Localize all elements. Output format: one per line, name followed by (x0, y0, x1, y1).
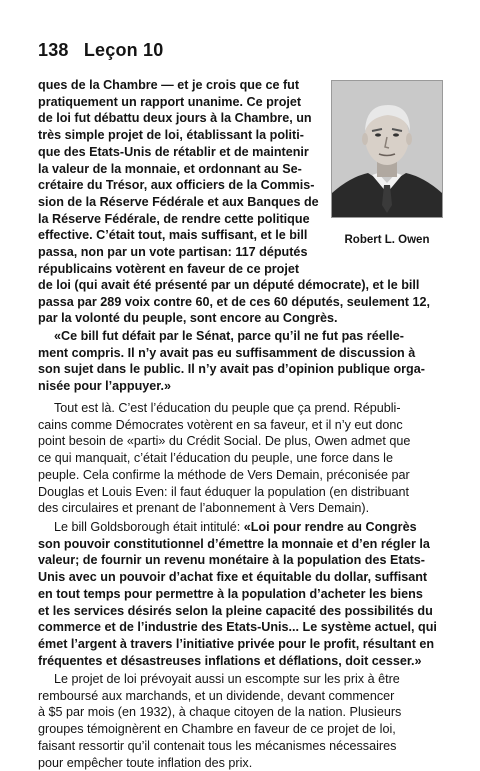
portrait-photo (331, 80, 443, 218)
text-line: crétaire du Trésor, aux officiers de la Commis- (38, 178, 315, 193)
text-line: que des Etats-Unis de rétablir et de maintenir (38, 144, 309, 159)
text-line: par la volonté du peuple, sont encore au Congrès. (38, 311, 338, 326)
text-line: fréquentes et désastreuses inflations et déflations, doit cesser.» (38, 653, 422, 668)
text-line: valeur; de fournir un revenu monétaire à la population des Etats- (38, 553, 425, 568)
text-line: remboursé aux marchands, et un dividende, devant commencer (38, 688, 395, 703)
text-line: en tout temps pour permettre à la population d’acheter les biens (38, 586, 423, 601)
text-line: des circulaires et prenant de l’abonnement à Vers Demain). (38, 501, 370, 516)
portrait-image (332, 81, 442, 217)
text-line: à $5 par mois (en 1932), à chaque citoyen de la nation. Plusieurs (38, 705, 402, 720)
intro-text: Le bill Goldsborough était intitulé: (54, 520, 244, 534)
text-line: émet l’argent à travers l’initiative privée pour le profit, résultant en (38, 636, 435, 651)
text-line: faisant ressortir qu’il contenait tous les mécanismes nécessaires (38, 738, 397, 753)
text-line: Douglas et Louis Even: il faut éduquer la population (en distribuant (38, 484, 410, 499)
text-line: groupes témoignèrent en Chambre en faveur de ce projet de loi, (38, 722, 396, 737)
paragraph-4 (38, 519, 440, 669)
text-line: de loi (qui avait été présenté par un député démocrate), et le bill (38, 278, 420, 292)
text-line: très simple projet de loi, établissant la politi- (38, 128, 304, 143)
text-line: «Ce bill fut défait par le Sénat, parce qu’il ne fut pas réelle- (54, 329, 404, 343)
text-line: nisée pour l’appuyer.» (38, 379, 171, 394)
paragraph-1-wrapped (38, 77, 320, 277)
paragraph-5 (38, 671, 440, 771)
photo-caption: Robert L. Owen (344, 234, 430, 246)
text-line: point besoin de «parti» du Crédit Social. De plus, Owen admet que (38, 434, 411, 449)
text-line: de loi fut débattu deux jours à la Chambre, un (38, 111, 312, 126)
text-line: Tout est là. C’est l’éducation du peuple que ça prend. Républi- (54, 401, 401, 415)
page-number: 138 (38, 40, 69, 60)
paragraph-1-continued (38, 277, 440, 327)
text-line: républicains votèrent en faveur de ce projet (38, 261, 300, 276)
text-line: son pouvoir constitutionnel d’émettre la monnaie et d’en régler la (38, 536, 430, 551)
page-header (38, 40, 163, 61)
paragraph-3 (38, 400, 440, 517)
text-line: passa, non par un vote partisan: 117 députés (38, 245, 308, 260)
text-line: Le projet de loi prévoyait aussi un escompte sur les prix à être (54, 672, 400, 686)
text-line: et les services désirés selon la pleine capacité des possibilités du (38, 603, 433, 618)
text-line: sion de la Réserve Fédérale et aux Banques de (38, 194, 319, 209)
text-line: Unis avec un pouvoir d’achat fixe et équitable du dollar, suffisant (38, 570, 428, 585)
text-line: ment compris. Il n’y avait pas eu suffisamment de discussion à (38, 345, 416, 360)
text-line: peuple. Cela confirme la méthode de Vers Demain, préconisée par (38, 467, 410, 482)
text-line: pour empêcher toute inflation des prix. (38, 755, 253, 770)
text-line (38, 519, 440, 536)
text-line: cains comme Démocrates votèrent en sa faveur, et il n’y eut donc (38, 417, 403, 432)
text-line: passa par 289 voix contre 60, et de ces 60 députés, seulement 12, (38, 294, 430, 309)
text-line: pratiquement un rapport unanime. Ce projet (38, 94, 302, 109)
text-line: ce qui manquait, c’était l’éducation du peuple, une force dans le (38, 451, 393, 466)
bill-title-quote-start: «Loi pour rendre au Congrès (243, 520, 417, 534)
text-line: la valeur de la monnaie, et ordonnant au Se- (38, 161, 302, 176)
text-line: son sujet dans le public. Il n’y avait pas d’opinion publique orga- (38, 362, 425, 377)
text-line: effective. C’était tout, mais suffisant, et le bill (38, 228, 308, 243)
text-line: la Réserve Fédérale, de rendre cette politique (38, 211, 310, 226)
paragraph-2-quote (38, 328, 440, 395)
text-line: commerce et de l’industrie des Etats-Unis... Le système actuel, qui (38, 620, 437, 635)
lesson-title: Leçon 10 (83, 40, 164, 60)
text-line: ques de la Chambre — et je crois que ce fut (38, 78, 300, 92)
